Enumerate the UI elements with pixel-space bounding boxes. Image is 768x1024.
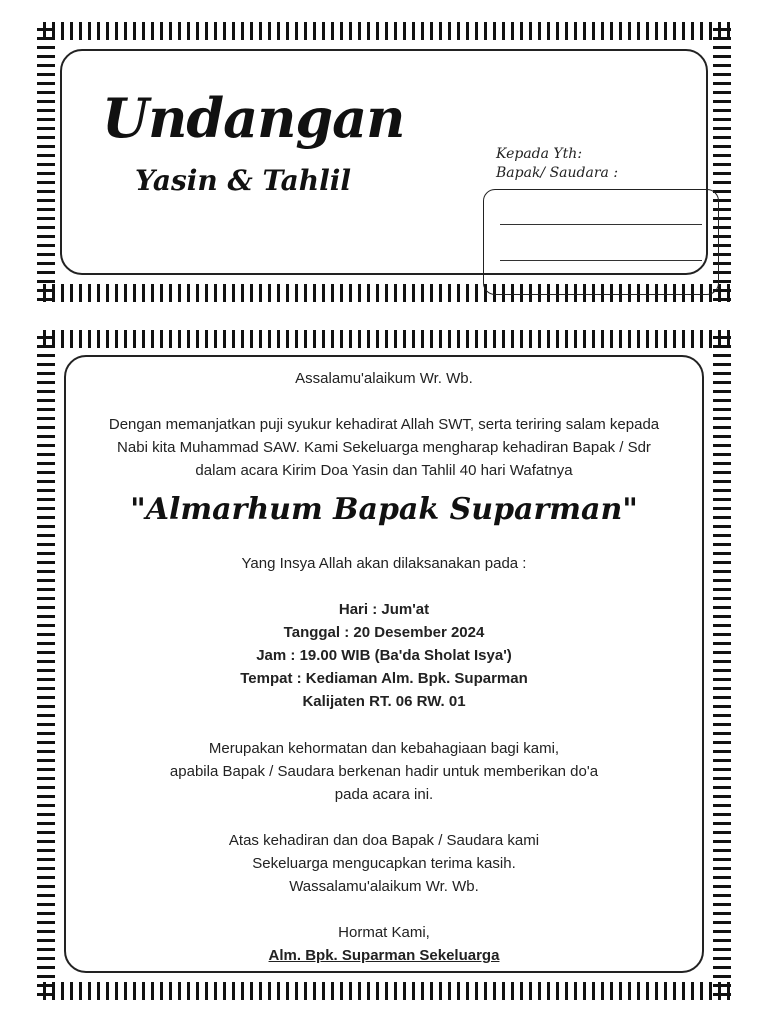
letter-card	[37, 330, 731, 1000]
regards: Hormat Kami,	[338, 924, 430, 941]
recipient-address-box[interactable]	[483, 189, 719, 295]
thanks-line-2: Sekeluarga mengucapkan terima kasih.	[252, 855, 516, 872]
event-day: Hari : Jum'at	[338, 601, 430, 618]
thanks-line-1: Atas kehadiran dan doa Bapak / Saudara kami	[228, 832, 540, 849]
closing-line-2: apabila Bapak / Saudara berkenan hadir untuk memberikan do'a	[169, 763, 599, 780]
intro-line-2: Nabi kita Muhammad SAW. Kami Sekeluarga mengharap kehadiran Bapak / Sdr	[117, 439, 651, 456]
recipient-label-line-2: Bapak/ Saudara :	[496, 165, 619, 181]
event-place: Tempat : Kediaman Alm. Bpk. Suparman	[240, 670, 528, 687]
closing-salam: Wassalamu'alaikum Wr. Wb.	[289, 878, 479, 895]
event-date: Tanggal : 20 Desember 2024	[283, 624, 485, 641]
border-top	[37, 22, 731, 40]
intro-line-1: Dengan memanjatkan puji syukur kehadirat Allah SWT, serta teriring salam kepada	[108, 416, 660, 433]
address-line-1	[500, 224, 702, 225]
envelope-card	[37, 22, 731, 302]
letter-inner-panel	[64, 355, 704, 973]
signature: Alm. Bpk. Suparman Sekeluarga	[268, 947, 500, 964]
border-left	[37, 330, 55, 1000]
event-address: Kalijaten RT. 06 RW. 01	[302, 693, 466, 710]
invitation-title: Undangan	[102, 86, 405, 150]
schedule-intro: Yang Insya Allah akan dilaksanakan pada :	[241, 555, 527, 572]
border-bottom	[37, 982, 731, 1000]
border-left	[37, 22, 55, 302]
recipient-label	[496, 145, 618, 183]
envelope-inner-panel	[60, 49, 708, 275]
closing-line-3: pada acara ini.	[334, 786, 434, 803]
intro-line-3: dalam acara Kirim Doa Yasin dan Tahlil 40 hari Wafatnya	[195, 462, 573, 479]
deceased-name: "Almarhum Bapak Suparman"	[130, 492, 638, 527]
border-top	[37, 330, 731, 348]
invitation-subtitle: Yasin & Tahlil	[135, 164, 352, 197]
event-time: Jam : 19.00 WIB (Ba'da Sholat Isya')	[256, 647, 512, 664]
greeting: Assalamu'alaikum Wr. Wb.	[295, 370, 473, 387]
border-right	[713, 330, 731, 1000]
closing-line-1: Merupakan kehormatan dan kebahagiaan bagi kami,	[208, 740, 560, 757]
recipient-label-line-1: Kepada Yth:	[496, 146, 583, 162]
address-line-2	[500, 260, 702, 261]
